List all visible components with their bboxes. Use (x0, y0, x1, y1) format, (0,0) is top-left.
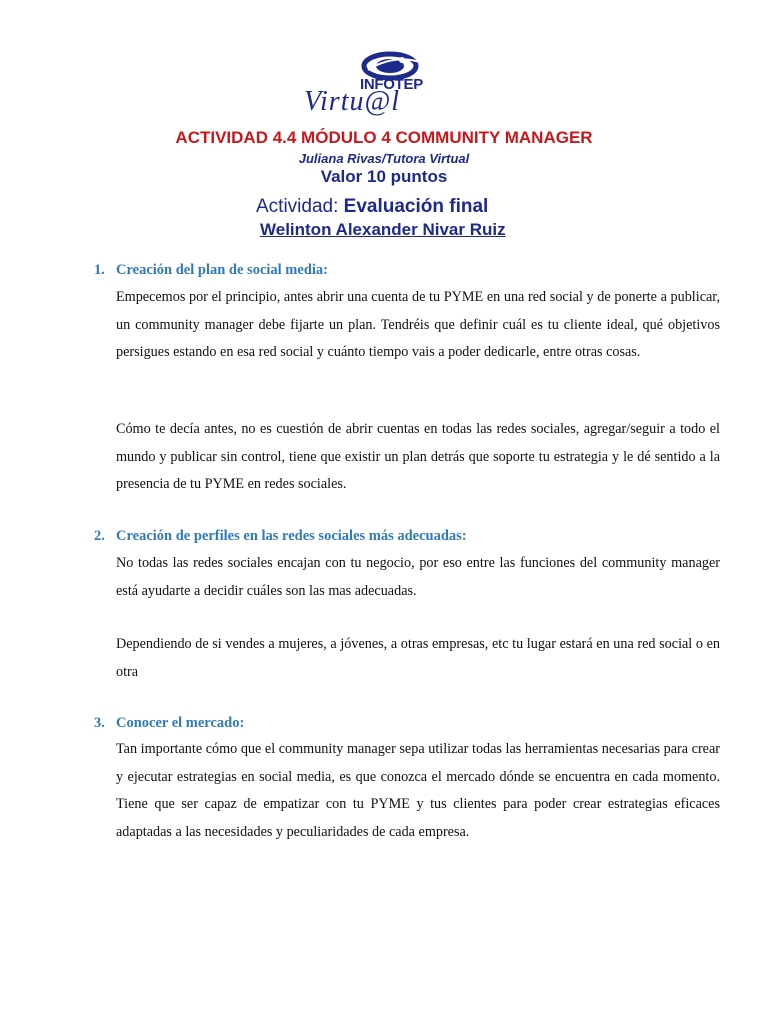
section-heading-text: Creación de perfiles en las redes sociales más adecuadas: (116, 528, 467, 544)
section-number: 1. (94, 262, 105, 278)
valor-line: Valor 10 puntos (320, 167, 448, 186)
tutor-line: Juliana Rivas/Tutora Virtual (298, 151, 470, 166)
section-heading-3 (94, 715, 244, 732)
logo-top-text: INFOTEP (360, 76, 423, 93)
paragraph: Tan importante cómo que el community manager sepa utilizar todas las herramientas necesarias para crear y ejecutar estrategias en social media, es que conozca el mercado dónde se encuentra en cada momento. Tiene que ser capaz de empatizar con tu PYME y tus clientes para poder crear estrategias eficaces adaptadas a las necesidades y peculiaridades de cada empresa. (116, 741, 720, 840)
document-title: ACTIVIDAD 4.4 MÓDULO 4 COMMUNITY MANAGER (175, 128, 593, 147)
paragraph: No todas las redes sociales encajan con tu negocio, por eso entre las funciones del community manager está ayudarte a decidir cuáles son las mas adecuadas. (116, 555, 720, 599)
paragraph: Dependiendo de si vendes a mujeres, a jóvenes, a otras empresas, etc tu lugar estará en una red social o en otra (116, 636, 720, 680)
paragraph: Empecemos por el principio, antes abrir una cuenta de tu PYME en una red social y de ponerte a publicar, un community manager debe fijarte un plan. Tendréis que definir cuál es tu cliente ideal, qué objetivos persigues estando en esa red social y cuánto tiempo vais a poder dedicarle, entre otras cosas. (116, 289, 720, 360)
section-number: 3. (94, 715, 105, 731)
section-heading-1 (94, 262, 328, 279)
section-heading-text: Conocer el mercado: (116, 715, 245, 731)
student-name: Welinton Alexander Nivar Ruiz (260, 220, 506, 239)
actividad-label: Actividad: (256, 196, 344, 217)
actividad-value: Evaluación final (343, 196, 489, 217)
section-number: 2. (94, 528, 105, 544)
section-heading-text: Creación del plan de social media: (116, 262, 328, 278)
logo-script-text: Virtu@l (304, 86, 401, 117)
actividad-line (256, 196, 488, 218)
section-heading-2 (94, 528, 467, 545)
paragraph: Cómo te decía antes, no es cuestión de abrir cuentas en todas las redes sociales, agregar/seguir a todo el mundo y publicar sin control, tiene que existir un plan detrás que soporte tu estrategia y le dé sentido a la presencia de tu PYME en redes sociales. (116, 421, 720, 492)
infotep-virtual-logo (298, 48, 438, 117)
